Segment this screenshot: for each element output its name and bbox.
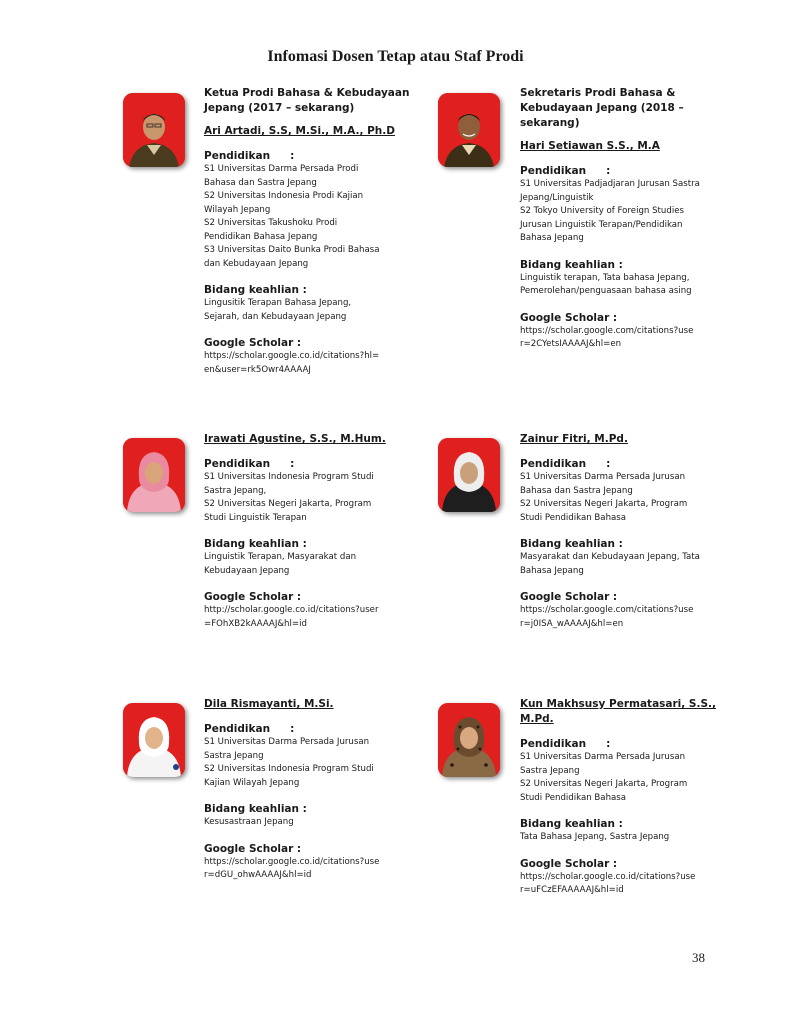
scholar-heading: Google Scholar : (520, 857, 618, 870)
scholar-heading: Google Scholar : (520, 591, 618, 603)
staff-card: Sekretaris Prodi Bahasa & Kebudayaan Jepang (2018 – sekarang) Hari Setiawan S.S., M.A Pendidikan : S1 Universitas Padjadjaran Jurusan Sastra Jepang/Linguistik S2 Tokyo University of Foreign Studies Jurusan Linguistik Terapan/Pendidikan Bahasa Jepang Bidang keahlian : Linguistik terapan, Tata bahasa Jepang, Pemerolehan/penguasaan bahasa asing Google Scholar : https://scholar.google.com/citations?use r=2CYetsIAAAAJ&hl=en (520, 86, 730, 364)
scholar-link[interactable]: r=dGU_ohwAAAAJ&hl=id (204, 870, 312, 880)
portrait-photo (123, 438, 185, 512)
staff-card: Irawati Agustine, S.S., M.Hum. Pendidikan : S1 Universitas Indonesia Program Studi Sastra Jepang, S2 Universitas Negeri Jakarta, Program Studi Linguistik Terapan Bidang keahlian : Linguistik Terapan, Masyarakat dan Kebudayaan Jepang Google Scholar : http://scholar.google.co.id/citations?user =FOhXB2kAAAAJ&hl=id (204, 432, 414, 643)
staff-card: Dila Rismayanti, M.Si. Pendidikan : S1 Universitas Darma Persada Jurusan Sastra Jepang S2 Universitas Indonesia Program Studi Kajian Wilayah Jepang Bidang keahlian : Kesusastraan Jepang Google Scholar : https://scholar.google.co.id/citations?use r=dGU_ohwAAAAJ&hl=id (204, 697, 414, 895)
expertise-heading: Bidang keahlian : (204, 538, 307, 550)
staff-name: Ari Artadi, S.S, M.Si., M.A., Ph.D (204, 125, 395, 137)
education-heading: Pendidikan : (520, 458, 611, 470)
education-heading: Pendidikan : (520, 738, 611, 750)
expertise-heading: Bidang keahlian : (520, 258, 623, 271)
scholar-link[interactable]: http://scholar.google.co.id/citations?user (204, 605, 379, 615)
portrait-photo (123, 703, 185, 777)
education-heading: Pendidikan : (204, 150, 295, 162)
expertise-heading: Bidang keahlian : (204, 284, 307, 296)
scholar-link[interactable]: https://scholar.google.co.id/citations?hl= (204, 351, 380, 361)
staff-card: Zainur Fitri, M.Pd. Pendidikan : S1 Universitas Darma Persada Jurusan Bahasa dan Sastra Jepang S2 Universitas Negeri Jakarta, Program Studi Pendidikan Bahasa Bidang keahlian : Masyarakat dan Kebudayaan Jepang, Tata Bahasa Jepang Google Scholar : https://scholar.google.com/citations?use r=j0ISA_wAAAAJ&hl=en (520, 432, 730, 643)
staff-name: Dila Rismayanti, M.Si. (204, 698, 334, 710)
education-heading: Pendidikan : (204, 723, 295, 735)
staff-card: Kun Makhsusy Permatasari, S.S., M.Pd. Pendidikan : S1 Universitas Darma Persada Jurusan Sastra Jepang S2 Universitas Negeri Jakarta, Program Studi Pendidikan Bahasa Bidang keahlian : Tata Bahasa Jepang, Sastra Jepang Google Scholar : https://scholar.google.co.id/citations?use r=uFCzEFAAAAAJ&hl=id (520, 697, 730, 910)
scholar-link[interactable]: r=2CYetsIAAAAJ&hl=en (520, 339, 622, 349)
expertise-heading: Bidang keahlian : (204, 803, 307, 815)
staff-name: Kun Makhsusy Permatasari, S.S., M.Pd. (520, 698, 716, 725)
staff-card: Ketua Prodi Bahasa & Kebudayaan Jepang (2017 – sekarang) Ari Artadi, S.S, M.Si., M.A., Ph.D Pendidikan : S1 Universitas Darma Persada Prodi Bahasa dan Sastra Jepang S2 Universitas Indonesia Prodi Kajian Wilayah Jepang S2 Universitas Takushoku Prodi Pendidikan Bahasa Jepang S3 Universitas Daito Bunka Prodi Bahasa dan Kebudayaan Jepang Bidang keahlian : Lingusitik Terapan Bahasa Jepang, Sejarah, dan Kebudayaan Jepang Google Scholar : https://scholar.google.co.id/citations?hl= en&user=rk5Owr4AAAAJ (204, 86, 414, 389)
portrait-photo (438, 438, 500, 512)
scholar-heading: Google Scholar : (204, 591, 302, 603)
scholar-heading: Google Scholar : (204, 842, 302, 855)
portrait-photo (438, 703, 500, 777)
education-heading: Pendidikan : (520, 165, 611, 177)
scholar-link[interactable]: =FOhXB2kAAAAJ&hl=id (204, 618, 307, 629)
scholar-link[interactable]: https://scholar.google.co.id/citations?use (204, 856, 380, 867)
staff-name: Irawati Agustine, S.S., M.Hum. (204, 433, 386, 445)
page-number: 38 (692, 950, 705, 965)
expertise-heading: Bidang keahlian : (520, 538, 623, 550)
scholar-link[interactable]: r=j0ISA_wAAAAJ&hl=en (520, 618, 624, 629)
role-title: Ketua Prodi Bahasa & Kebudayaan Jepang (2017 – sekarang) (204, 87, 410, 114)
staff-name: Hari Setiawan S.S., M.A (520, 140, 660, 152)
portrait-photo (123, 93, 185, 167)
scholar-link[interactable]: r=uFCzEFAAAAAJ&hl=id (520, 885, 624, 895)
page-title: Infomasi Dosen Tetap atau Staf Prodi (267, 48, 524, 65)
scholar-link[interactable]: https://scholar.google.co.id/citations?use (520, 871, 696, 882)
education-heading: Pendidikan : (204, 458, 295, 470)
scholar-heading: Google Scholar : (520, 311, 618, 324)
portrait-photo (438, 93, 500, 167)
scholar-link[interactable]: https://scholar.google.com/citations?use (520, 325, 694, 336)
scholar-link[interactable]: https://scholar.google.com/citations?use (520, 605, 694, 615)
scholar-heading: Google Scholar : (204, 337, 302, 349)
staff-name: Zainur Fitri, M.Pd. (520, 433, 628, 445)
role-title: Sekretaris Prodi Bahasa & Kebudayaan Jepang (2018 – sekarang) (520, 87, 684, 129)
scholar-link[interactable]: en&user=rk5Owr4AAAAJ (204, 364, 311, 375)
expertise-heading: Bidang keahlian : (520, 818, 623, 830)
